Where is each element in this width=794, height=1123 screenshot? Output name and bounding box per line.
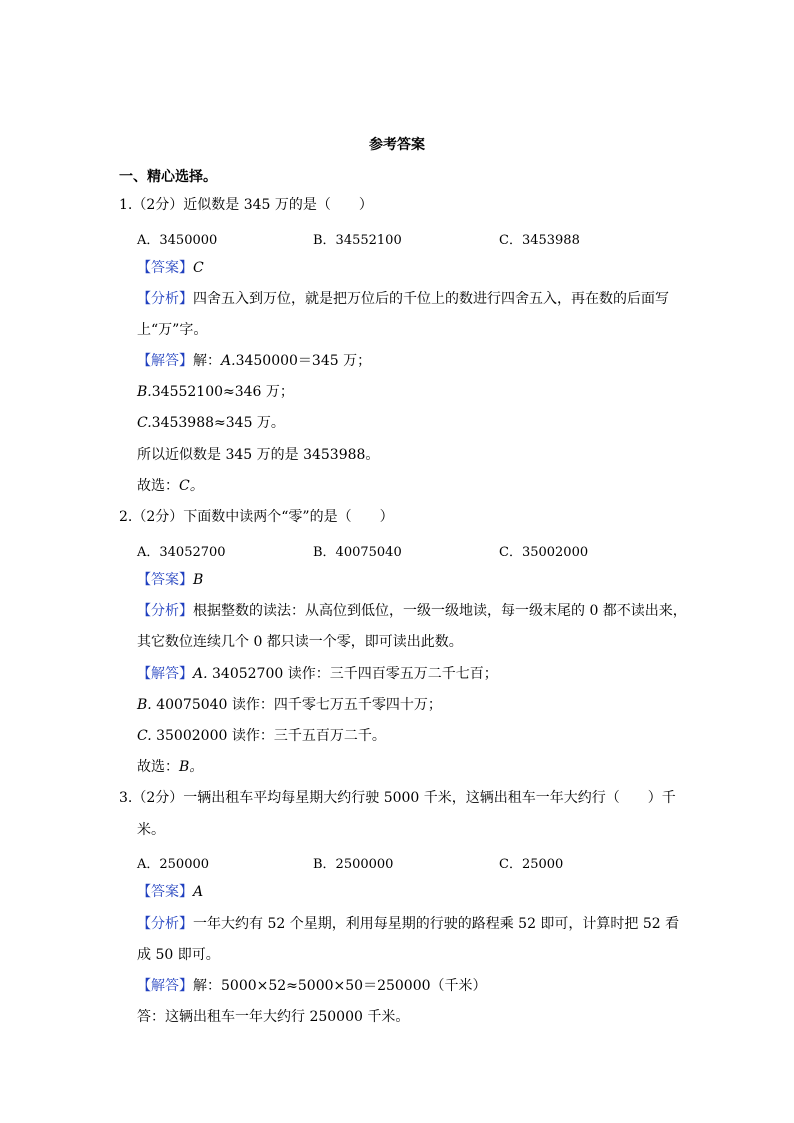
q3-analysis-line-2: 成 50 即可。 (137, 947, 220, 963)
q1-option-a: A．3450000 (137, 233, 218, 248)
solution-letter: C. (137, 728, 152, 744)
solution-text: 34052700 读作：三千四百零五万二千七百； (207, 666, 498, 682)
solution-text: 40075040 读作：四千零七万五千零四十万； (151, 697, 442, 713)
q2-option-a: A．34052700 (137, 545, 226, 560)
choice-value: B。 (179, 759, 204, 775)
answer-value: B (193, 572, 204, 588)
q3-option-a: A．250000 (137, 857, 210, 872)
solution-text: 34552100≈346 万； (151, 384, 294, 400)
q1-answer (137, 259, 204, 277)
q1-stem: 1.（2分）近似数是 345 万的是（ ） (119, 197, 373, 213)
solution-text: 解：5000×52≈5000×50＝250000（千米） (193, 978, 487, 994)
q2-solution-line-1 (137, 665, 498, 683)
answer-tag: 【答案】 (137, 884, 193, 900)
q1-option-b: B．34552100 (313, 233, 402, 248)
solution-letter: B. (137, 697, 152, 713)
solution-letter: A. (193, 666, 208, 682)
q1-analysis-line-2: 上“万”字。 (137, 322, 208, 338)
answer-value: A (193, 884, 204, 900)
solution-letter: C. (137, 415, 152, 431)
choice-prefix: 故选： (137, 478, 179, 494)
q2-answer (137, 571, 203, 589)
answer-tag: 【答案】 (137, 572, 193, 588)
solution-text: 3450000＝345 万； (235, 353, 372, 369)
analysis-text: 一年大约有 52 个星期，利用每星期的行驶的路程乘 52 即可，计算时把 52 看 (193, 916, 680, 932)
q1-choice (137, 477, 204, 495)
solution-text: 3453988≈345 万。 (151, 415, 285, 431)
q1-solution-line-1 (137, 352, 371, 370)
q2-option-b: B．40075040 (313, 545, 402, 560)
q3-analysis-line-1 (137, 915, 679, 933)
solution-tag: 【解答】 (137, 666, 193, 682)
page-title: 参考答案 (369, 137, 425, 153)
solution-prefix: 解： (193, 353, 221, 369)
q3-answer (137, 883, 203, 901)
choice-prefix: 故选： (137, 759, 179, 775)
q2-choice (137, 758, 203, 776)
q3-reply: 答：这辆出租车一年大约行 250000 千米。 (137, 1009, 410, 1025)
q3-option-b: B．2500000 (313, 857, 394, 872)
analysis-tag: 【分析】 (137, 291, 193, 307)
q3-stem-line-2: 米。 (137, 822, 165, 838)
answer-tag: 【答案】 (137, 260, 193, 276)
q2-stem: 2.（2分）下面数中读两个“零”的是（ ） (119, 509, 394, 525)
section-heading: 一、精心选择。 (119, 169, 217, 185)
choice-value: C。 (179, 478, 204, 494)
q1-option-c: C．3453988 (499, 233, 580, 248)
answer-value: C (193, 260, 204, 276)
analysis-text: 根据整数的读法：从高位到低位，一级一级地读，每一级末尾的 0 都不读出来， (193, 603, 687, 619)
analysis-tag: 【分析】 (137, 916, 193, 932)
q2-analysis-line-2: 其它数位连续几个 0 都只读一个零，即可读出此数。 (137, 634, 463, 650)
solution-tag: 【解答】 (137, 978, 193, 994)
q3-solution-line-1 (137, 977, 487, 995)
solution-text: 35002000 读作：三千五百万二千。 (151, 728, 386, 744)
q3-option-c: C．25000 (499, 857, 564, 872)
solution-letter: A. (221, 353, 236, 369)
analysis-tag: 【分析】 (137, 603, 193, 619)
q2-solution-line-3 (137, 727, 386, 745)
solution-letter: B. (137, 384, 152, 400)
q1-summary: 所以近似数是 345 万的是 3453988。 (137, 447, 380, 463)
q1-analysis-line-1 (137, 290, 669, 308)
q3-stem-line-1: 3.（2分）一辆出租车平均每星期大约行驶 5000 千米，这辆出租车一年大约行（ ）千 (119, 790, 676, 806)
solution-tag: 【解答】 (137, 353, 193, 369)
q2-solution-line-2 (137, 696, 442, 714)
q2-option-c: C．35002000 (499, 545, 589, 560)
q1-solution-line-3 (137, 414, 285, 432)
analysis-text: 四舍五入到万位，就是把万位后的千位上的数进行四舍五入，再在数的后面写 (193, 291, 669, 307)
q1-solution-line-2 (137, 383, 294, 401)
q2-analysis-line-1 (137, 602, 687, 620)
